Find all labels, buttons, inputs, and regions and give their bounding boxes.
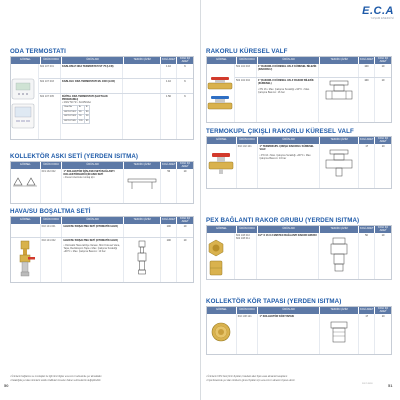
catalog-year: 2017-2018 xyxy=(362,383,373,385)
koli-adet: 1 10 xyxy=(161,64,177,78)
koli-ici-adet: 10 xyxy=(183,239,187,242)
koli-adet: 100 xyxy=(359,78,375,122)
th-koli-ici-adet: KOLİ İÇİ ADET xyxy=(180,56,191,63)
product-name: 1/2" X 16 X 2 MM PEX BAĞLANTI RAKOR GRUBU xyxy=(257,233,319,279)
th-koli-adet: KOLİ ADET xyxy=(161,57,177,64)
brand-logo xyxy=(352,6,394,20)
ball-valve-image-2 xyxy=(207,94,233,112)
product-code: 602 107 001 xyxy=(39,64,61,78)
koli-ici-adet: 10 xyxy=(381,79,385,82)
technical-drawing xyxy=(123,64,161,78)
section-title-oda-termostati: ODA TERMOSTATI xyxy=(10,48,66,55)
koli-adet: 100 xyxy=(161,224,177,237)
product-code: 502 102 004 xyxy=(235,78,257,122)
footer-note: • Ürünlerin KDV hariç birim fiyatları, listedeki adet fiyatı esas alınarak hesaplanır. xyxy=(206,376,288,378)
table-header: GÖRSEL ÜRÜN KODU ÜRÜN ADI TEKNİK ÇİZİM KOLİ ADET KOLİ İÇİ ADET xyxy=(207,307,391,314)
bracket-image xyxy=(11,169,41,203)
table-header: GÖRSEL ÜRÜN KODU ÜRÜN ADI TEKNİK ÇİZİM KOLİ ADET KOLİ İÇİ ADET xyxy=(207,226,391,233)
product-name: 1" RAKORLU KÜRESEL VALF RAKOR BİLEZİK (KÜRESEL) • PN 16 • Max. Çalışma Sıcaklığı +90°C • Max. Çalışma Basıncı: 16 bar xyxy=(257,78,319,122)
section-title-kollektor-aski-seti: KOLLEKTÖR ASKI SETİ (YERDEN ISITMA) xyxy=(10,153,139,160)
section-title-termokupl: TERMOKUPL ÇIKIŞLI RAKORLU KÜRESEL VALF xyxy=(206,128,354,135)
pex-fitting-image xyxy=(207,239,225,257)
logo-tagline: YAŞAM ENERJİSİ xyxy=(370,17,394,20)
table-header: GÖRSEL ÜRÜN KODU ÜRÜN ADI TEKNİK ÇİZİM KOLİ ADET KOLİ İÇİ ADET xyxy=(207,137,391,144)
logo-text: E.C.A xyxy=(362,5,394,17)
table-hava-su-bosaltma-seti xyxy=(10,216,194,283)
koli-adet: 17 xyxy=(359,314,375,354)
section-title-kor-tapasi: KOLLEKTÖR KÖR TAPASI (YERDEN ISITMA) xyxy=(206,298,342,305)
page-number-left: 50 xyxy=(4,383,9,388)
koli-adet: 1 10 xyxy=(161,79,177,93)
technical-drawing xyxy=(319,64,359,77)
footer-note: • Fiyat listesinde yer alan ürünlerin güncel fiyatları için eca.com.tr adresini ziyaret ediniz. xyxy=(206,380,296,382)
product-code: 502 102 003 xyxy=(235,64,257,77)
product-code: 602 102 101 xyxy=(237,144,259,188)
product-code: 602 107 005 xyxy=(39,94,61,139)
koli-ici-adet: 10 xyxy=(183,170,187,173)
product-name: KABLOLU ODA TERMOSTATI ML 1000 (LCD) xyxy=(61,79,123,93)
technical-drawing xyxy=(320,144,360,188)
footer-note: • Kataloğda yer alan ürünlerin teknik özellikleri önceden haber verilmeksizin değiştirilebilir. xyxy=(10,380,102,382)
air-vent-set-image xyxy=(11,238,41,282)
technical-drawing xyxy=(124,238,162,282)
technical-drawing xyxy=(319,233,359,279)
table-kor-tapasi xyxy=(206,306,392,355)
koli-adet: 50 xyxy=(161,169,177,203)
product-code: 602 101 002 xyxy=(41,238,63,282)
technical-drawing xyxy=(124,224,162,237)
table-row xyxy=(11,238,193,282)
product-code: 619 132 002 xyxy=(41,169,63,203)
product-name: HAVA/SU BOŞALTMA SETİ (OTOMATİK HAVA) • Otomatik Hava tahliye Vanası, Mini Küresel Vana, Tapa, Redüksiyon Tapa • Max. Çalışma Sıcaklığı +90°C • Max. Çalışma Basıncı: 10 bar xyxy=(62,238,123,282)
technical-drawing xyxy=(124,169,162,203)
technical-drawing xyxy=(320,314,360,354)
th-gorsel: GÖRSEL xyxy=(11,57,41,64)
table-row xyxy=(235,233,391,279)
product-name: 1" TERMOKUPL ÇIKIŞLI RAKORLU KÜRESEL VALF • PN 16 • Max. Çalışma Sıcaklığı +90°C • Max. Çalışma Basıncı: 16 bar xyxy=(258,144,319,188)
koli-ici-adet: 10 xyxy=(381,65,385,68)
technical-drawing xyxy=(123,79,161,93)
table-header xyxy=(11,57,193,64)
ball-valve-image xyxy=(207,76,233,92)
table-row xyxy=(11,224,193,238)
koli-adet: 100 xyxy=(161,238,177,282)
product-name: HAVA/SU BOŞALTMA SETİ (OTOMATİK HAVA) xyxy=(62,224,123,237)
koli-ici-adet: 6 xyxy=(184,95,186,98)
product-code: 602 108 121 xyxy=(237,314,259,354)
koli-adet: 1 50 xyxy=(161,94,177,139)
product-code: 602 108 010 602 108 011 xyxy=(235,233,257,279)
technical-drawing xyxy=(123,94,161,139)
table-oda-termostati xyxy=(10,56,194,140)
section-title-rakorlu-kuresel-valf: RAKORLU KÜRESEL VALF xyxy=(206,48,288,55)
section-title-pex: PEX BAĞLANTI RAKOR GRUBU (YERDEN ISITMA) xyxy=(206,217,360,224)
product-name: DİJİTAL ODA TERMOSTATI (HAFTALIK PROGRAMLI) • 230V 50 Hz • 3A/250Vac Ürün No A B 602 107 001 80 80 602 107 003 90 90 602 107 005 120 85 xyxy=(61,94,123,139)
table-row xyxy=(235,64,391,78)
technical-drawing xyxy=(319,78,359,122)
section-title-hava-su-bosaltma-seti: HAVA/SU BOŞALTMA SETİ xyxy=(10,208,91,215)
koli-ici-adet: 10 xyxy=(381,234,385,237)
koli-ici-adet: 10 xyxy=(381,315,385,318)
table-row xyxy=(207,144,391,188)
koli-ici-adet: 10 xyxy=(183,225,187,228)
footer-note: • Ürünlerin bağlantısı ve montajları ile ilgili tüm bilgiler eca.com.tr adresinde yer almaktadır. xyxy=(10,376,103,378)
koli-ici-adet: 6 xyxy=(184,65,186,68)
thermostat-image xyxy=(11,78,35,100)
digital-thermostat-image xyxy=(11,103,35,129)
table-header: GÖRSEL ÜRÜN KODU ÜRÜN ADI TEKNİK ÇİZİM KOLİ ADET KOLİ İÇİ ADET xyxy=(11,217,193,224)
product-name: 1" KOLLEKTÖR KÖR TAPASI xyxy=(258,314,319,354)
th-urun-kodu: ÜRÜN KODU xyxy=(41,57,63,64)
product-name: 1" RAKORLU KÜRESEL VALF KÜRESEL BİLEZİK (RAKORLU) xyxy=(257,64,319,77)
table-pex xyxy=(206,225,392,280)
table-header: GÖRSEL ÜRÜN KODU ÜRÜN ADI TEKNİK ÇİZİM KOLİ ADET KOLİ İÇİ ADET xyxy=(11,162,193,169)
product-name: 1" KOLLEKTÖR İÇİN ASKI SETİ BAĞLANTI KOLLEKTÖRLERİ İÇİN ASKI SETİ • Duvar üzerinde montaj için xyxy=(62,169,123,203)
page-number-right: 51 xyxy=(388,383,393,388)
thermocouple-valve-image xyxy=(207,144,237,188)
table-row xyxy=(11,169,193,203)
blind-plug-image xyxy=(207,314,237,354)
table-row xyxy=(235,78,391,122)
product-images-ball-valve xyxy=(207,64,235,122)
product-images-thermostat xyxy=(11,64,39,139)
product-images-pex xyxy=(207,233,235,279)
table-termokupl xyxy=(206,136,392,189)
table-row xyxy=(207,314,391,354)
dimension-table: Ürün No A B 602 107 001 80 80 602 107 003 90 90 602 107 005 120 85 xyxy=(64,106,89,123)
table-rakorlu-kuresel-valf xyxy=(206,56,392,123)
koli-adet: 17 xyxy=(359,144,375,188)
product-code: 602 101 001 xyxy=(41,224,63,237)
koli-adet: 100 xyxy=(359,64,375,77)
th-teknik-cizim: TEKNİK ÇİZİM xyxy=(124,57,162,64)
table-row xyxy=(39,64,193,79)
koli-ici-adet: 6 xyxy=(184,80,186,83)
table-row xyxy=(39,94,193,139)
koli-adet: 50 xyxy=(359,233,375,279)
table-kollektor-aski-seti xyxy=(10,161,194,204)
product-code: 602 107 003 xyxy=(39,79,61,93)
product-name: KABLOSUZ ODA TERMOSTATI ST 75 (LCD) xyxy=(61,64,123,78)
table-row xyxy=(39,79,193,94)
koli-ici-adet: 10 xyxy=(381,145,385,148)
table-header: GÖRSEL ÜRÜN KODU ÜRÜN ADI TEKNİK ÇİZİM KOLİ ADET KOLİ İÇİ ADET xyxy=(207,57,391,64)
th-urun-adi: ÜRÜN ADI xyxy=(62,57,123,64)
pex-fitting-image-2 xyxy=(207,259,225,277)
